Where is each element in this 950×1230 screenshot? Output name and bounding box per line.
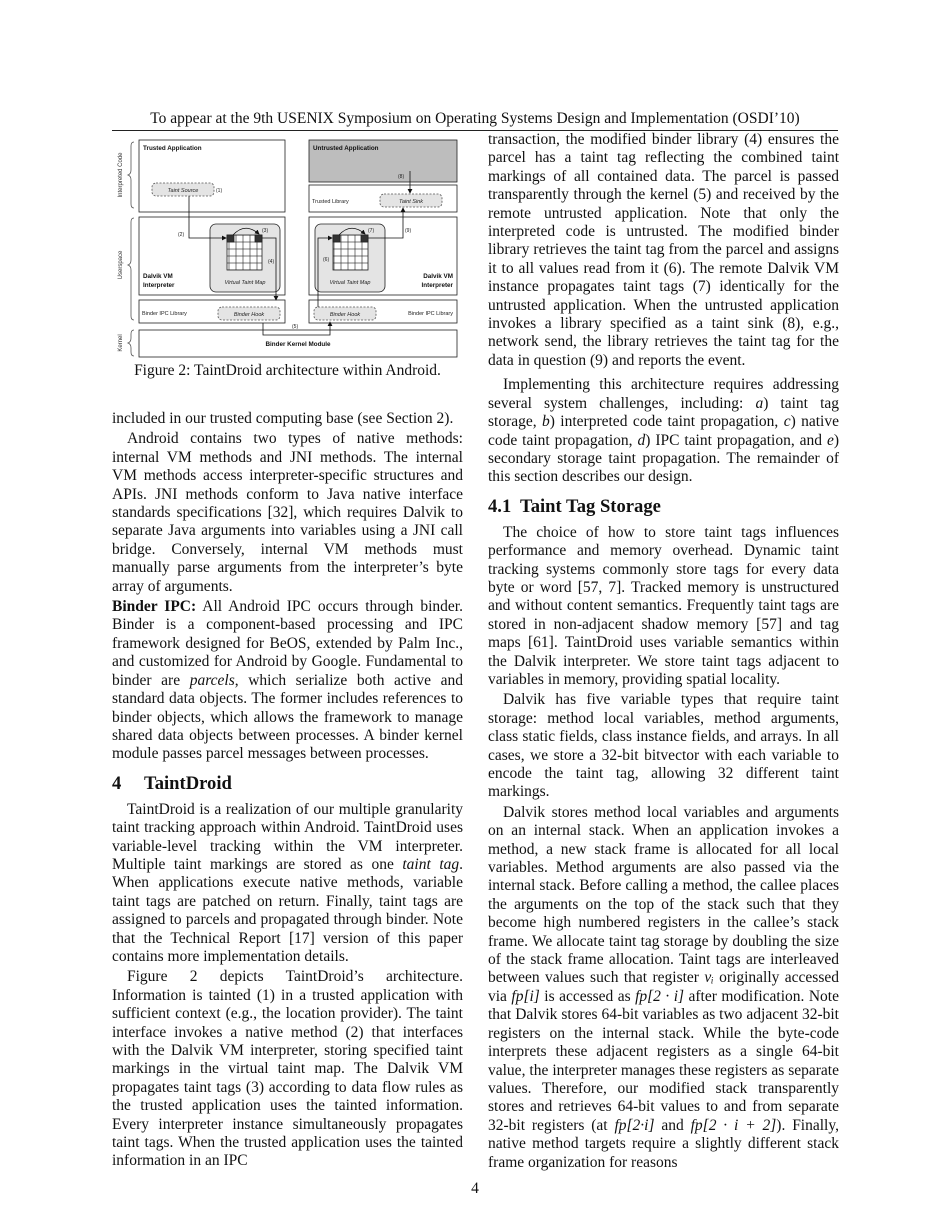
binder-ipc-left-label: Binder IPC Library (142, 311, 187, 317)
kernel-module-label: Binder Kernel Module (265, 341, 331, 348)
dalvik-left-l1: Dalvik VM (143, 273, 173, 280)
paragraph: Dalvik has five variable types that require taint storage: method local variables, method arguments, class static fields, class instance fields, and arrays. In all cases, we store a 32-bit bitvector with each variable to encode the taint tag, allowing 32 different taint markings. (488, 691, 839, 801)
paragraph-binder-ipc: Binder IPC: All Android IPC occurs through binder. Binder is a component-based processing and IPC framework designed for BeOS, extended by Palm Inc., and customized for Android by Google. Fundamental to binder are parcels, which serialize both active and standard data objects. The former includes references to binder objects, which allows the framework to manage shared data objects between processes. A binder kernel module passes parcel messages between processes. (112, 598, 463, 763)
paragraph: transaction, the modified binder library (4) ensures the parcel has a taint tag reflecting the combined taint markings of all contained data. The parcel is passed transparently through the kernel (5) and received by the remote untrusted application. Note that only the interpreted code is untrusted. The modified binder library retrieves the taint tag from the parcel and assigns it to all values read from it (6). The remote Dalvik VM instance propagates taint tags (7) identically for the untrusted application. When the untrusted application invokes a library specified as a taint sink (8), e.g., network send, the library retrieves the taint tag for the data in question (9) and reports the event. (488, 131, 839, 369)
dalvik-right-l1: Dalvik VM (423, 273, 453, 280)
step-5: (5) (292, 324, 299, 330)
trusted-app-title: Trusted Application (143, 145, 202, 152)
paragraph: TaintDroid is a realization of our multiple granularity taint tracking approach within Android. TaintDroid uses variable-level tracking within the VM interpreter. Multiple taint markings are stored as one taint tag. When applications execute native methods, variable taint tags are patched on return. Finally, taint tags are assigned to parcels and propagated through binder. Note that the Technical Report [17] version of this paper contains more implementation details. (112, 800, 463, 965)
vtm-left-label: Virtual Taint Map (224, 280, 266, 286)
label-kernel: Kernel (118, 334, 124, 352)
right-column (488, 131, 839, 1174)
paragraph: The choice of how to store taint tags influences performance and memory overhead. Dynamic taint tracking systems commonly store tags for every data byte or word [57, 7]. Tracked memory is unstructured and without content semantics. Frequently taint tags are stored in non-adjacent shadow memory [57] and tag maps [61]. TaintDroid uses variable semantics within the Dalvik interpreter. We store taint tags adjacent to variables in memory, providing spatial locality. (488, 523, 839, 688)
trusted-library-label: Trusted Library (312, 199, 349, 205)
binder-ipc-right-label: Binder IPC Library (408, 311, 453, 317)
figure-caption: Figure 2: TaintDroid architecture within Android. (134, 362, 441, 379)
label-userspace: Userspace (118, 250, 124, 280)
label-interpreted-code: Interpreted Code (118, 152, 124, 198)
vtm-right-label: Virtual Taint Map (329, 280, 371, 286)
step-6: (6) (323, 257, 330, 263)
dalvik-right-l2: Interpreter (421, 282, 453, 289)
run-in-heading: Binder IPC: (112, 598, 197, 616)
step-1: (1) (216, 188, 223, 194)
left-column (112, 410, 463, 1173)
taint-sink-label: Taint Sink (399, 199, 423, 205)
section-heading: 4 TaintDroid (112, 772, 232, 794)
step-3: (3) (262, 228, 269, 234)
binder-hook-left-label: Binder Hook (233, 312, 265, 318)
paragraph: Android contains two types of native methods: internal VM methods and JNI methods. The internal VM methods access interpreter-specific structures and APIs. JNI methods conform to Java native interface standards specifications [32], which requires Dalvik to separate Java arguments into variables using a JNI call bridge. Conversely, internal VM methods must manually parse arguments from the interpreter’s byte array of arguments. (112, 430, 463, 595)
dalvik-left-l2: Interpreter (143, 282, 175, 289)
paragraph: Dalvik stores method local variables and arguments on an internal stack. When an application invokes a method, a new stack frame is allocated for all local variables. Method arguments are also passed via the internal stack. Before calling a method, the callee places the arguments on the top of the stack such that they become high numbered registers in the callee’s stack frame. We allocate taint tag storage by doubling the size of the stack frame allocation. Taint tags are interleaved between values such that register vᵢ originally accessed via fp[i] is accessed as fp[2 · i] after modification. Note that Dalvik stores 64-bit variables as two adjacent 32-bit registers on the internal stack. While the byte-code interprets these adjacent registers as a single 64-bit value, the interpreter manages these registers as separate values. Therefore, our modified stack transparently stores and retrieves 64-bit values to and from separate 32-bit registers (at fp[2·i] and fp[2 · i + 2]). Finally, native method targets require a slightly different stack frame organization for reasons (488, 803, 839, 1171)
paragraph: Implementing this architecture requires addressing several system challenges, including: a) taint tag storage, b) interpreted code taint propagation, c) native code taint propagation, d) IPC taint propagation, and e) secondary storage taint propagation. The remainder of this section describes our design. (488, 376, 840, 486)
step-2: (2) (178, 232, 185, 238)
subsection-heading: 4.1 Taint Tag Storage (488, 495, 661, 517)
paragraph: Figure 2 depicts TaintDroid’s architecture. Information is tainted (1) in a trusted application with sufficient context (e.g., the location provider). The taint interface invokes a native method (2) that interfaces with the Dalvik VM interpreter, storing specified taint markings in the virtual taint map. The Dalvik VM propagates taint tags (3) according to data flow rules as the trusted application uses the tainted information. Every interpreter instance simultaneously propagates taint tags. When the trusted application uses the tainted information in an IPC (112, 968, 463, 1170)
step-8: (8) (398, 174, 405, 180)
taint-source-label: Taint Source (167, 188, 199, 194)
paragraph: included in our trusted computing base (see Section 2). (112, 410, 454, 427)
untrusted-app-title: Untrusted Application (313, 145, 379, 152)
binder-hook-right-label: Binder Hook (329, 312, 361, 318)
running-header: To appear at the 9th USENIX Symposium on Operating Systems Design and Implementation (OSDI’10) (150, 110, 800, 127)
page-number: 4 (471, 1180, 479, 1197)
step-7: (7) (368, 228, 375, 234)
step-9: (9) (405, 228, 412, 234)
architecture-figure (110, 130, 470, 360)
step-4: (4) (268, 259, 275, 265)
